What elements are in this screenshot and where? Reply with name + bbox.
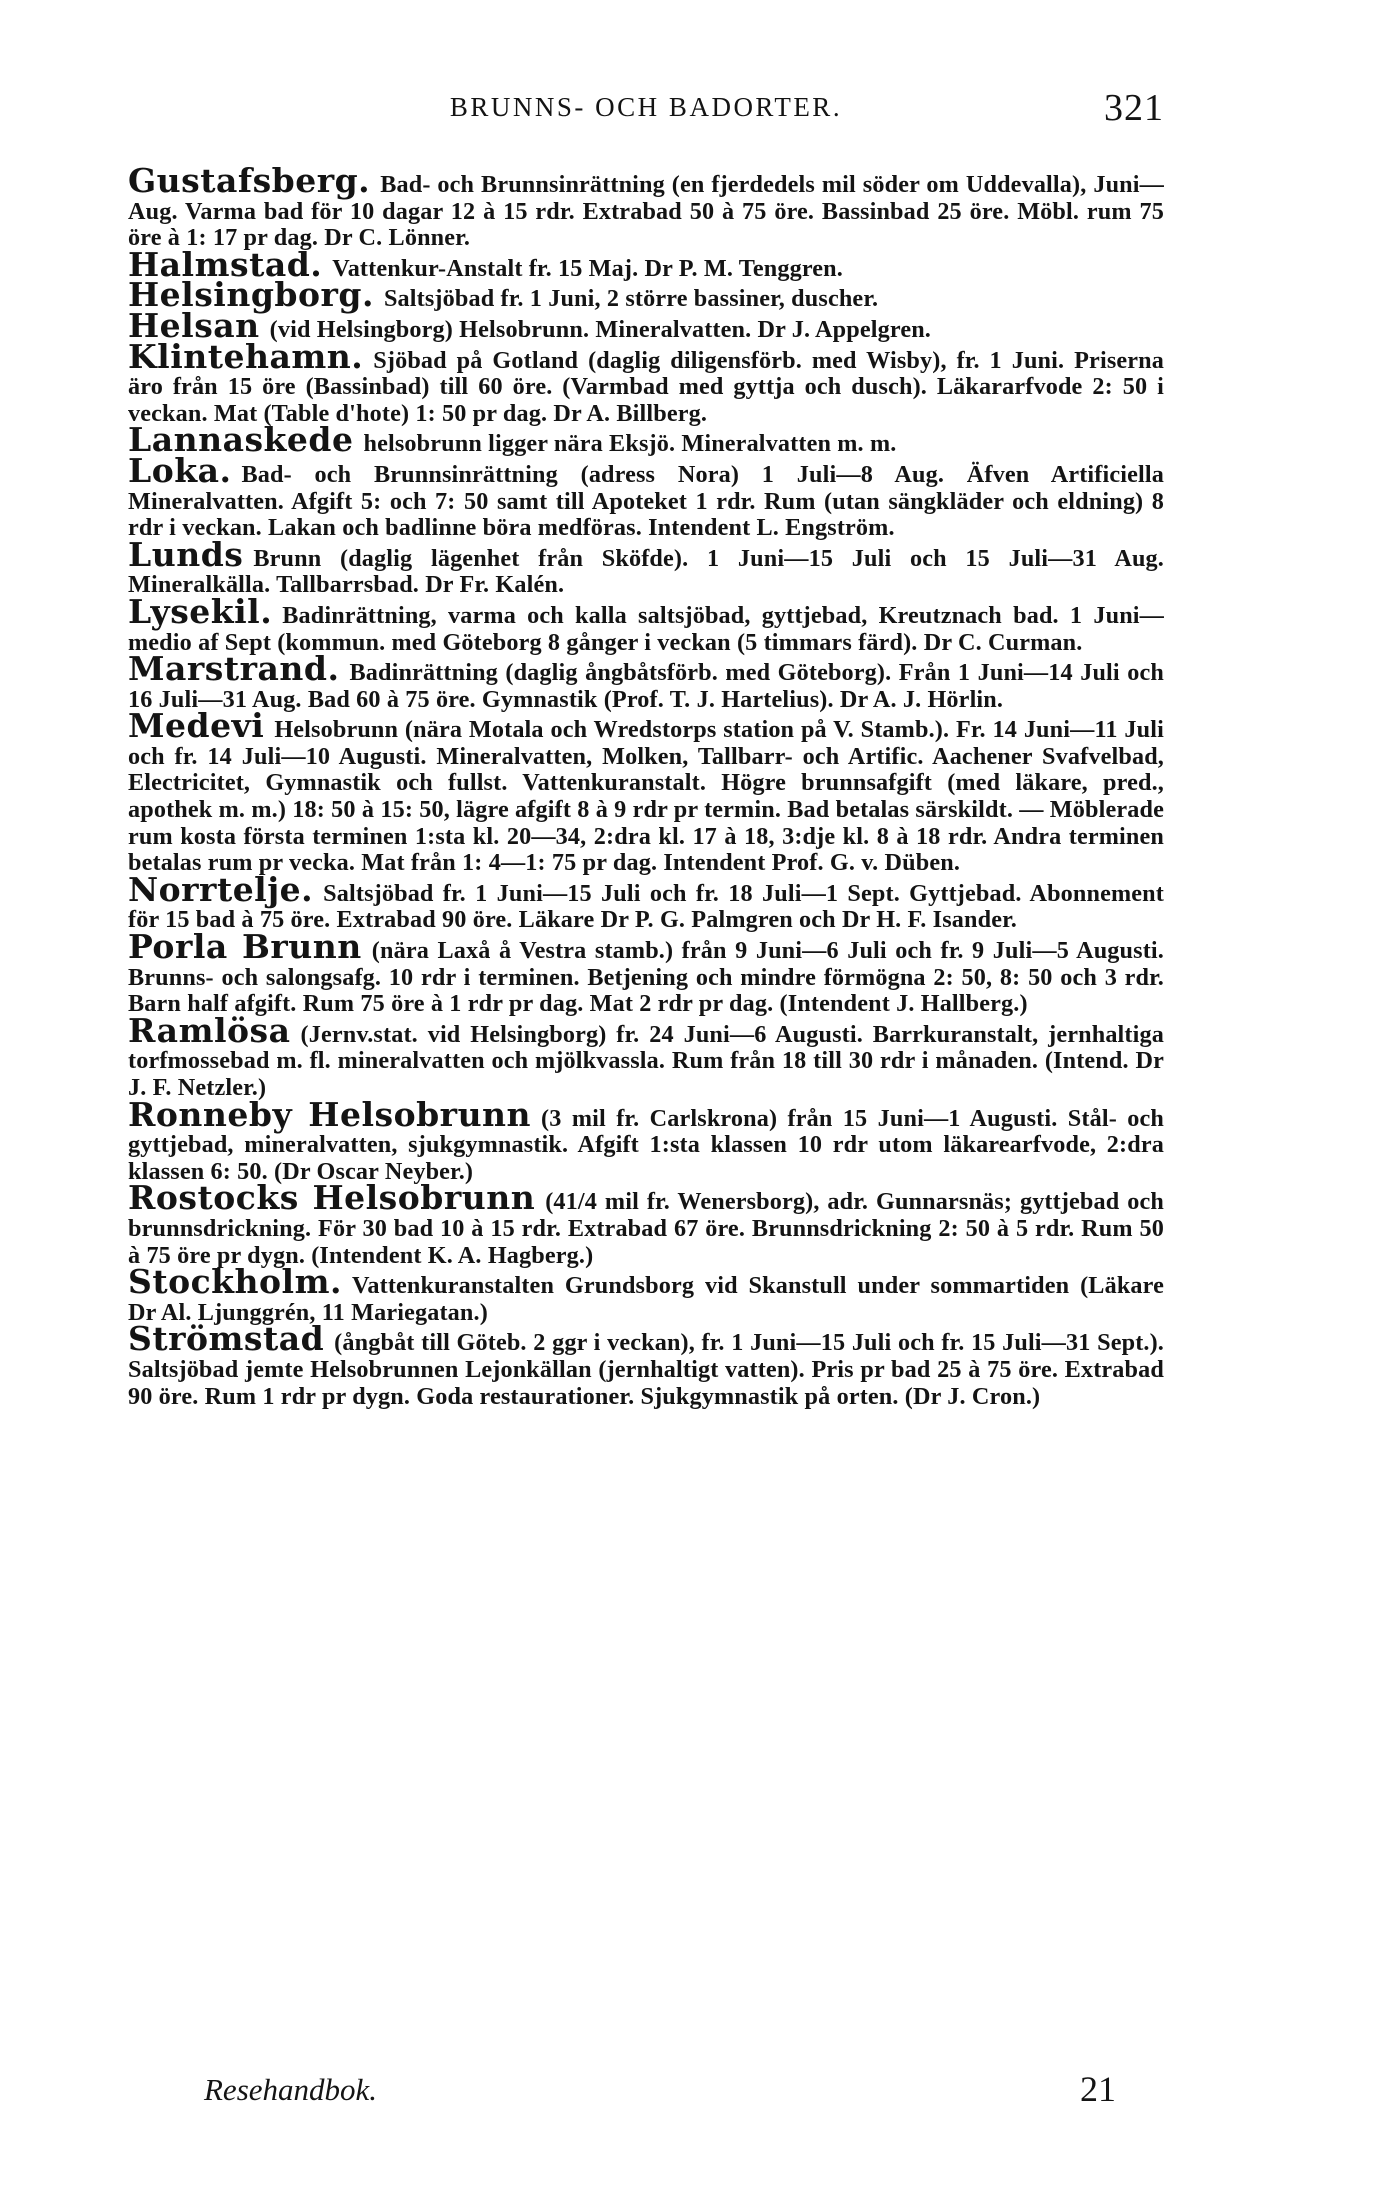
- entry-text: (vid Helsingborg) Helsobrunn. Mineralvatten. Dr J. Appelgren.: [269, 315, 932, 343]
- running-head: [128, 87, 1164, 132]
- entry-ronneby-helsobrunn: [128, 1094, 1164, 1186]
- entry-text: Saltsjöbad fr. 1 Juni—15 Juli och fr. 18 Juli—1 Sept. Gyttjebad. Abonnement för 15 bad à 75 öre. Extrabad 90 öre. Läkare Dr P. G. Palmgren och Dr H. F. Isander.: [128, 879, 1164, 934]
- entry-text: Saltsjöbad fr. 1 Juni, 2 större bassiner, duscher.: [383, 285, 879, 313]
- entry-heading: Lysekil.: [128, 591, 273, 631]
- entry-rostocks-helsobrunn: [128, 1178, 1164, 1269]
- entry-text: Helsobrunn (nära Motala och Wredstorps station på V. Stamb.). Fr. 14 Juni—11 Juli och fr. 14 Juli—10 Augusti. Mineralvatten, Molken, Tallbarr- och Artific. Aachener Svafvelbad, Electricitet, Gymnastik och fullst. Vattenkuranstalt. Högre brunnsafgift (med läkare, pred., apothek m. m.) 18: 50 à 15: 50, lägre afgift 8 à 9 rdr pr termin. Bad betalas särskildt. — Möblerade rum kosta första terminen 1:sta kl. 20—34, 2:dra kl. 17 à 18, 3:dje kl. 8 à 18 rdr. Andra terminen betalas rum pr vecka. Mat från 1: 4—1: 75 pr dag. Intendent Prof. G. v. Düben.: [128, 716, 1164, 877]
- entry-heading: Loka.: [128, 450, 232, 490]
- entry-stockholm: [128, 1262, 1164, 1326]
- entry-helsingborg: [128, 275, 1164, 315]
- entry-text: helsobrunn ligger nära Eksjö. Mineralvatten m. m.: [363, 430, 897, 458]
- entry-text: Vattenkur-Anstalt fr. 15 Maj. Dr P. M. Tenggren.: [332, 254, 843, 282]
- entry-heading: Lannaskede: [128, 420, 354, 460]
- page-number: 321: [1104, 87, 1164, 129]
- entry-text: (3 mil fr. Carlskrona) från 15 Juni—1 Augusti. Stål- och gyttjebad, mineralvatten, sjukgymnastik. Afgift 1:sta klassen 10 rdr utom läkarearfvode, 2:dra klassen 6: 50. (Dr Oscar Neyber.): [128, 1104, 1164, 1185]
- entry-heading: Klintehamn.: [128, 336, 364, 376]
- entry-heading: Halmstad.: [128, 244, 323, 284]
- footer-sheet-number: 21: [1080, 2069, 1116, 2109]
- entry-text: Bad- och Brunnsinrättning (adress Nora) 1 Juli—8 Aug. Äfven Artificiella Mineralvatten. Afgift 5: och 7: 50 samt till Apoteket 1 rdr. Rum (utan sängkläder och eldning) 8 rdr i veckan. Lakan och badlinne böra medföras. Intendent L. Engström.: [128, 460, 1164, 542]
- entry-text: Vattenkuranstalten Grundsborg vid Skanstull under sommartiden (Läkare Dr Al. Ljunggrén, 11 Mariegatan.): [128, 1272, 1164, 1326]
- entry-text: (nära Laxå å Vestra stamb.) från 9 Juni—6 Juli och fr. 9 Juli—5 Augusti. Brunns- och salongsafg. 10 rdr i terminen. Betjening och mindre förmögna 2: 50, 8: 50 och 3 rdr. Barn half afgift. Rum 75 öre à 1 rdr pr dag. Mat 2 rdr pr dag. (Intendent J. Hallberg.): [128, 937, 1164, 1018]
- entry-heading: Lunds: [128, 534, 244, 574]
- entry-heading: Ronneby Helsobrunn: [128, 1094, 532, 1134]
- entry-text: Sjöbad på Gotland (daglig diligensförb. med Wisby), fr. 1 Juni. Priserna äro från 15 öre (Bassinbad) till 60 öre. (Varmbad med gyttja och dusch). Läkararfvode 2: 50 i veckan. Mat (Table d'hote) 1: 50 pr dag. Dr A. Billberg.: [128, 346, 1164, 427]
- entry-marstrand: [128, 649, 1164, 713]
- entry-ramlosa: [128, 1010, 1164, 1102]
- entry-heading: Stockholm.: [128, 1262, 342, 1302]
- entry-heading: Medevi: [128, 706, 265, 746]
- entry-gustafsberg: [128, 161, 1164, 252]
- entry-heading: Norrtelje.: [128, 869, 314, 909]
- entries-list: [128, 161, 1164, 1410]
- footer-signature: Resehandbok.: [204, 2072, 378, 2107]
- entry-loka: [128, 450, 1164, 542]
- entry-text: Badinrättning, varma och kalla saltsjöbad, gyttjebad, Kreutznach bad. 1 Juni—medio af Sept (kommun. med Göteborg 8 gånger i veckan (5 timmars färd). Dr C. Curman.: [128, 601, 1164, 656]
- entry-text: (ångbåt till Göteb. 2 ggr i veckan), fr. 1 Juni—15 Juli och fr. 15 Juli—31 Sept.). Saltsjöbad jemte Helsobrunnen Lejonkällan (jernhaltigt vatten). Pris pr bad 25 à 75 öre. Extrabad 90 öre. Rum 1 rdr pr dygn. Goda restaurationer. Sjukgymnastik på orten. (Dr J. Cron.): [128, 1329, 1164, 1410]
- entry-lannaskede: [128, 420, 1164, 460]
- entry-text: (41/4 mil fr. Wenersborg), adr. Gunnarsnäs; gyttjebad och brunnsdrickning. För 30 bad 10 à 15 rdr. Extrabad 67 öre. Brunnsdrickning 2: 50 à 5 rdr. Rum 50 à 75 öre pr dygn. (Intendent K. A. Hagberg.): [128, 1188, 1164, 1269]
- entry-heading: Ramlösa: [128, 1010, 291, 1050]
- entry-heading: Rostocks Helsobrunn: [128, 1178, 536, 1218]
- entry-porla-brunn: [128, 927, 1164, 1018]
- entry-text: Bad- och Brunnsinrättning (en fjerdedels mil söder om Uddevalla), Juni—Aug. Varma bad för 10 dagar 12 à 15 rdr. Extrabad 50 à 75 öre. Bassinbad 25 öre. Möbl. rum 75 öre à 1: 17 pr dag. Dr C. Lönner.: [128, 171, 1164, 252]
- entry-lysekil: [128, 591, 1164, 656]
- entry-heading: Porla Brunn: [128, 927, 362, 967]
- entry-text: (Jernv.stat. vid Helsingborg) fr. 24 Juni—6 Augusti. Barrkuranstalt, jernhaltiga torfmossebad m. fl. mineralvatten och mjölkvassla. Rum från 18 till 30 rdr i månaden. (Intend. Dr J. F. Netzler.): [128, 1020, 1164, 1101]
- running-title: BRUNNS- OCH BADORTER.: [449, 92, 843, 122]
- entry-lunds: [128, 534, 1164, 599]
- entry-klintehamn: [128, 336, 1164, 428]
- entry-norrtelje: [128, 869, 1164, 934]
- entry-heading: Strömstad: [128, 1319, 325, 1359]
- entry-text: Brunn (daglig lägenhet från Sköfde). 1 Juni—15 Juli och 15 Juli—31 Aug. Mineralkälla. Tallbarrsbad. Dr Fr. Kalén.: [128, 544, 1164, 599]
- entry-medevi: [128, 706, 1164, 877]
- entry-stromstad: [128, 1319, 1164, 1410]
- entry-text: Badinrättning (daglig ångbåtsförb. med Göteborg). Från 1 Juni—14 Juli och 16 Juli—31 Aug. Bad 60 à 75 öre. Gymnastik (Prof. T. J. Hartelius). Dr A. J. Hörlin.: [128, 659, 1164, 713]
- entry-heading: Gustafsberg.: [128, 161, 371, 200]
- entry-heading: Marstrand.: [128, 649, 340, 689]
- entry-heading: Helsan: [128, 305, 260, 345]
- entry-heading: Helsingborg.: [128, 275, 374, 315]
